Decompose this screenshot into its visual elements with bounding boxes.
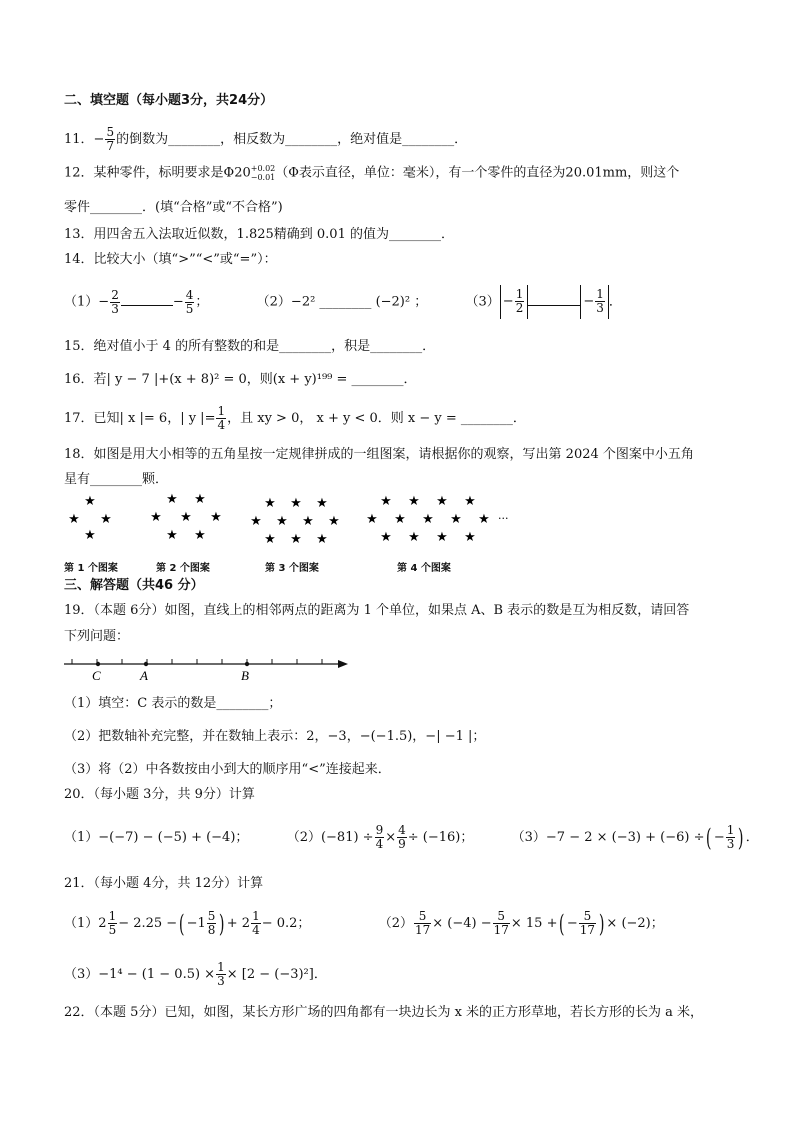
- star-icon: ★: [100, 512, 112, 527]
- star-icon: ★: [408, 494, 420, 509]
- section2-title: 二、填空题（每小题3分，共24分）: [64, 93, 274, 108]
- question-20-title: 20．（每小题 3分，共 9分）计算: [64, 787, 255, 802]
- fraction: $\frac{5}{7}$: [106, 125, 115, 153]
- star-icon: ★: [210, 510, 222, 525]
- question-15: 15．绝对值小于 4 的所有整数的和是________，积是________．: [64, 339, 436, 354]
- star-icon: ★: [250, 514, 262, 529]
- caption-1: 第 1 个图案: [64, 563, 118, 574]
- star-pattern-figure: [60, 488, 520, 548]
- star-icon: ★: [380, 530, 392, 545]
- star-icon: ★: [436, 530, 448, 545]
- question-14-title: 14．比较大小（填“>”“<”或“=”）：: [64, 252, 277, 267]
- star-icon: ★: [264, 532, 276, 547]
- caption-4: 第 4 个图案: [397, 563, 451, 574]
- star-icon: ★: [180, 510, 192, 525]
- point-b-label: B: [241, 668, 249, 683]
- question-13: 13．用四舍五入法取近似数，1.825精确到 0.01 的值为________．: [64, 227, 454, 242]
- star-icon: ★: [276, 514, 288, 529]
- star-icon: ★: [264, 496, 276, 511]
- star-icon: ★: [436, 494, 448, 509]
- star-icon: ★: [68, 512, 80, 527]
- section3-title: 三、解答题（共46 分）: [64, 578, 204, 593]
- question-14-parts: （1）− $\frac{2}{3}$ − $\frac{4}{5}$ ； （2）−2² ________ (−2)² ； （3） − $\frac{1}{2}$ − $\frac{1}{3}$ ．: [64, 285, 764, 319]
- star-icon: ★: [302, 514, 314, 529]
- question-18-line2: 星有________颗．: [64, 472, 169, 487]
- star-icon: ★: [478, 512, 490, 527]
- question-22: 22．（本题 5分）已知，如图，某长方形广场的四角都有一块边长为 x 米的正方形草地，若长方形的长为 a 米，: [64, 1005, 704, 1020]
- star-icon: ★: [166, 492, 178, 507]
- star-icon: ★: [84, 494, 96, 509]
- star-icon: ★: [194, 528, 206, 543]
- point-c-label: C: [92, 668, 101, 683]
- question-19-line1: 19．（本题 6分）如图，直线上的相邻两点的距离为 1 个单位，如果点 A、B 表示的数是互为相反数，请回答: [64, 603, 690, 618]
- question-21-title: 21．（每小题 4分，共 12分）计算: [64, 876, 264, 891]
- question-19-sub2: （2）把数轴补充完整，并在数轴上表示：2，−3，−(−1.5)，−| −1 |；: [64, 729, 486, 744]
- question-19-sub1: （1）填空：C 表示的数是________；: [64, 696, 282, 711]
- point-a-label: A: [140, 668, 148, 683]
- question-19-line2: 下列问题：: [64, 629, 130, 644]
- star-icon: ★: [290, 496, 302, 511]
- caption-3: 第 3 个图案: [265, 563, 319, 574]
- star-icon: ★: [464, 530, 476, 545]
- star-icon: ★: [422, 512, 434, 527]
- star-icon: ★: [150, 510, 162, 525]
- star-icon: ★: [380, 494, 392, 509]
- star-icon: ★: [366, 512, 378, 527]
- star-icon: ★: [328, 514, 340, 529]
- question-21-part-3: （3）−1⁴ − (1 − 0.5) × $\frac{1}{3}$ × [2 − (−3)²]．: [64, 960, 327, 988]
- question-16: 16．若| y − 7 |+(x + 8)² = 0，则(x + y)¹⁹⁹ = ________．: [64, 372, 417, 387]
- question-12-line2: 零件________．(填“合格”或“不合格”): [64, 200, 283, 215]
- star-icon: ★: [450, 512, 462, 527]
- star-icon: ★: [408, 530, 420, 545]
- caption-2: 第 2 个图案: [156, 563, 210, 574]
- number-line: [62, 652, 352, 688]
- star-icon: ★: [290, 532, 302, 547]
- star-icon: ★: [316, 496, 328, 511]
- star-icon: ★: [84, 528, 96, 543]
- question-12: 12．某种零件，标明要求是Φ20 +0.02 −0.01 （Φ表示直径，单位：毫米），有一个零件的直径为20.01mm，则这个: [64, 164, 680, 182]
- star-icon: ★: [394, 512, 406, 527]
- question-11: 11．− $\frac{5}{7}$ 的倒数为________，相反数为________，绝对值是________．: [64, 125, 468, 153]
- star-icon: ★: [316, 532, 328, 547]
- question-17: 17．已知| x |= 6，| y |= $\frac{1}{4}$ ，且 xy > 0， x + y < 0．则 x − y = ________．: [64, 404, 526, 432]
- question-19-sub3: （3）将（2）中各数按由小到大的顺序用“<”连接起来．: [64, 762, 391, 777]
- star-icon: ★: [464, 494, 476, 509]
- question-21-parts-1-2: （1）2 $\frac{1}{5}$ − 2.25 −( −1 $\frac{5}{8}$ ) + 2 $\frac{1}{4}$ − 0.2； （2） $\frac{5}{17}$ × (−4) − $\frac{5}{17}$ × 15 +( − $\frac{5}{17}$ ) × (−2)；: [64, 909, 664, 938]
- star-icon: ★: [194, 492, 206, 507]
- question-20-parts: （1）−(−7) − (−5) + (−4)； （2）(−81) ÷ $\frac{9}{4}$ × $\frac{4}{9}$ ÷ (−16)； （3）−7 − 2 × (−3) + (−6) ÷( − $\frac{1}{3}$ ) ．: [64, 823, 759, 852]
- question-18-line1: 18．如图是用大小相等的五角星按一定规律拼成的一组图案，请根据你的观察，写出第 2024 个图案中小五角: [64, 447, 694, 462]
- ellipsis: ···: [498, 512, 509, 525]
- star-icon: ★: [166, 528, 178, 543]
